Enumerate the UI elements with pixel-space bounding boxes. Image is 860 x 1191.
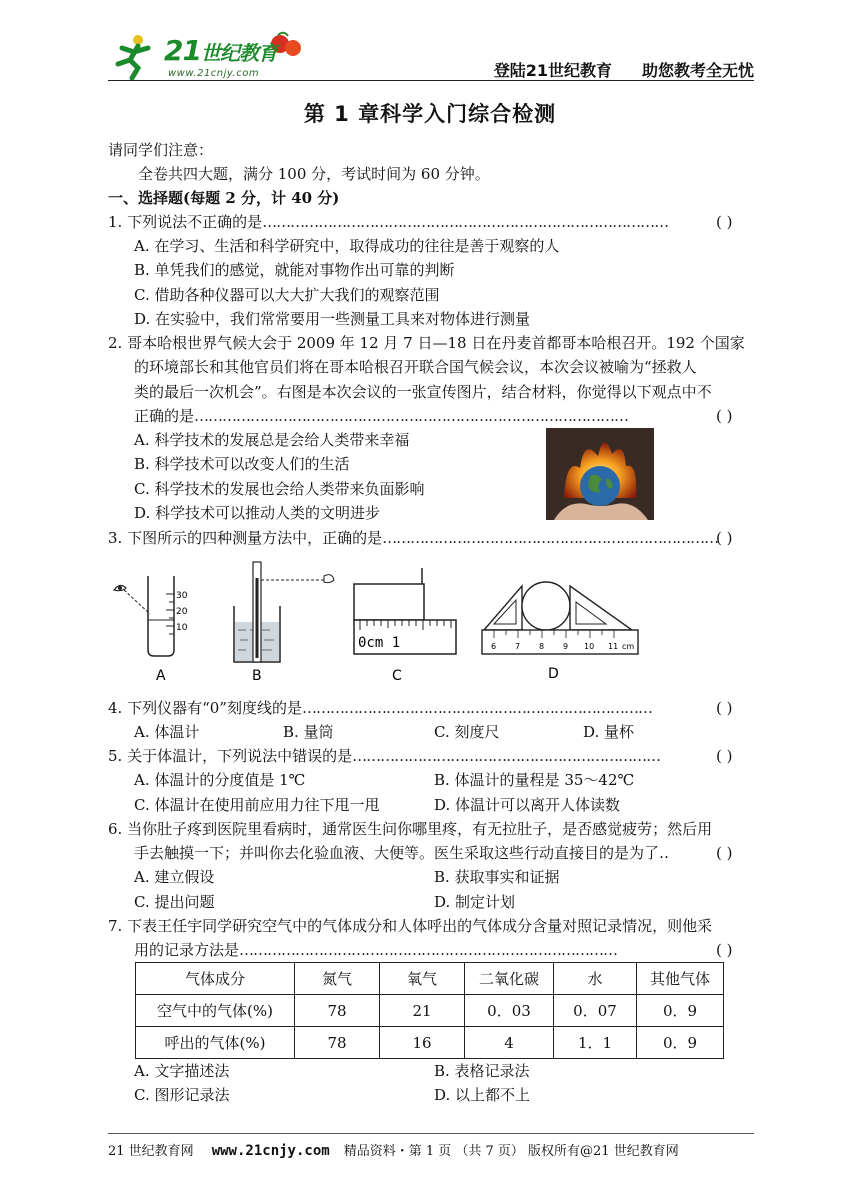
logo-url: www.21cnjy.com [168,68,260,79]
slogan-text: 助您教考全无忧 [641,61,754,80]
page-header [108,30,754,82]
option: C. 刻度尺 [434,723,500,741]
answer-paren-4[interactable]: ( ) [716,699,733,717]
figure-label: A [156,668,166,684]
option: A. 体温计 [134,723,200,741]
figure-label: D [548,666,559,682]
question-7-line: 7. 下表王任宇同学研究空气中的气体成分和人体呼出的气体成分含量对照记录情况，则他采 [108,917,713,935]
figure-label: B [252,668,262,684]
tick-label: 11 [608,642,619,651]
header-divider [108,80,754,81]
site-logo[interactable] [108,30,308,80]
login-link[interactable]: 登陆21世纪教育 [493,61,612,80]
answer-paren-6[interactable]: ( ) [716,844,733,862]
option: A. 在学习、生活和科学研究中，取得成功的往往是善于观察的人 [134,237,560,255]
question-5-stem: 5. 关于体温计，下列说法中错误的是………………………………………………………… [108,747,661,765]
option: C. 借助各种仪器可以大大扩大我们的观察范围 [134,286,440,304]
table-cell: 78 [295,1027,380,1059]
answer-paren-7[interactable]: ( ) [716,941,733,959]
figure-d-ruler [482,582,638,682]
question-7-line: 用的记录方法是……………………………………………………………………… [134,941,618,959]
table-cell: 78 [295,995,380,1027]
measurement-figures [110,558,650,686]
option: D. 在实验中，我们常常要用一些测量工具来对物体进行测量 [134,310,531,328]
figure-a-cylinder [114,576,188,684]
tick-label: 10 [176,623,188,633]
answer-paren-3[interactable]: ( ) [716,529,733,547]
option: C. 体温计在使用前应用力往下甩一甩 [134,796,380,814]
option: A. 文字描述法 [134,1062,230,1080]
option: A. 建立假设 [134,868,215,886]
page-footer [108,1140,754,1159]
question-4-stem: 4. 下列仪器有“0”刻度线的是………………………………………………………………… [108,699,652,717]
table-cell: 1．1 [554,1027,637,1059]
table-cell: 4 [465,1027,554,1059]
logo-wordmark: 21世纪教育 [164,34,277,67]
table-cell: 空气中的气体(%) [136,995,295,1027]
table-cell: 0．03 [465,995,554,1027]
tick-label: 9 [563,642,569,651]
table-cell: 0．9 [637,995,724,1027]
question-2-line: 类的最后一次机会”。右图是本次会议的一张宣传图片，结合材料，你觉得以下观点中不 [134,383,712,401]
option: C. 提出问题 [134,893,215,911]
option: B. 表格记录法 [434,1062,530,1080]
figure-label: C [392,668,402,684]
table-header-cell: 氧气 [380,963,465,995]
option: B. 体温计的量程是 35～42℃ [434,771,635,789]
section-heading: 一、选择题(每题 2 分，计 40 分) [108,189,340,207]
tick-label: 20 [176,607,188,617]
table-header-row [136,963,724,995]
question-2-line: 正确的是………………………………………………………………………………… [134,407,629,425]
option: A. 体温计的分度值是 1℃ [134,771,306,789]
answer-paren-2[interactable]: ( ) [716,407,733,425]
footer-page-info: 精品资料・第 1 页 （共 7 页） 版权所有@21 世纪教育网 [343,1144,679,1159]
answer-paren-1[interactable]: ( ) [716,213,733,231]
option: D. 科学技术可以推动人类的文明进步 [134,504,381,522]
figure-b-beaker [234,562,334,684]
answer-paren-5[interactable]: ( ) [716,747,733,765]
table-cell: 0．9 [637,1027,724,1059]
table-header-cell: 二氧化碳 [465,963,554,995]
table-row [136,995,724,1027]
table-header-cell: 氮气 [295,963,380,995]
option: C. 图形记录法 [134,1086,230,1104]
question-3-stem: 3. 下图所示的四种测量方法中，正确的是……………………………………………………………… [108,529,719,547]
table-header-cell: 其他气体 [637,963,724,995]
option: D. 量杯 [583,723,635,741]
footer-site-name: 21 世纪教育网 [108,1144,194,1159]
tick-label: 8 [539,642,545,651]
option: B. 获取事实和证据 [434,868,560,886]
option: D. 体温计可以离开人体读数 [434,796,621,814]
ruler-label: 0cm 1 [358,635,401,651]
page-title: 第 1 章科学入门综合检测 [303,102,557,126]
table-header-cell: 水 [554,963,637,995]
tick-label: 10 [584,642,595,651]
table-header-cell: 气体成分 [136,963,295,995]
option: B. 科学技术可以改变人们的生活 [134,455,350,473]
tick-label: cm [622,642,635,651]
burning-globe-image [546,428,654,520]
question-1-stem: 1. 下列说法不正确的是…………………………………………………………………………… [108,213,669,231]
tick-label: 30 [176,591,188,601]
table-cell: 21 [380,995,465,1027]
gas-composition-table [135,962,724,1059]
footer-url-link[interactable]: www.21cnjy.com [211,1143,330,1159]
option: A. 科学技术的发展总是会给人类带来幸福 [134,431,410,449]
question-2-line: 的环境部长和其他官员们将在哥本哈根召开联合国气候会议，本次会议被喻为“拯救人 [134,358,697,376]
table-cell: 0．07 [554,995,637,1027]
table-row [136,1027,724,1059]
tick-label: 7 [515,642,521,651]
option: B. 量筒 [283,723,334,741]
table-cell: 呼出的气体(%) [136,1027,295,1059]
footer-divider [108,1133,754,1134]
question-2-line: 2. 哥本哈根世界气候大会于 2009 年 12 月 7 日—18 日在丹麦首都哥本哈根召开。192 个国家 [108,334,745,352]
notice-heading: 请同学们注意： [108,141,214,159]
option: B. 单凭我们的感觉，就能对事物作出可靠的判断 [134,261,455,279]
table-cell: 16 [380,1027,465,1059]
tick-label: 6 [491,642,497,651]
option: D. 制定计划 [434,893,516,911]
question-6-line: 手去触摸一下；并叫你去化验血液、大便等。医生采取这些行动直接目的是为了‥ [134,844,670,862]
notice-body: 全卷共四大题，满分 100 分，考试时间为 60 分钟。 [138,165,490,183]
header-slogan [494,58,754,81]
figure-c-ruler [354,568,456,684]
option: D. 以上都不上 [434,1086,531,1104]
option: C. 科学技术的发展也会给人类带来负面影响 [134,480,425,498]
question-6-line: 6. 当你肚子疼到医院里看病时，通常医生问你哪里疼，有无拉肚子，是否感觉疲劳；然后用 [108,820,713,838]
